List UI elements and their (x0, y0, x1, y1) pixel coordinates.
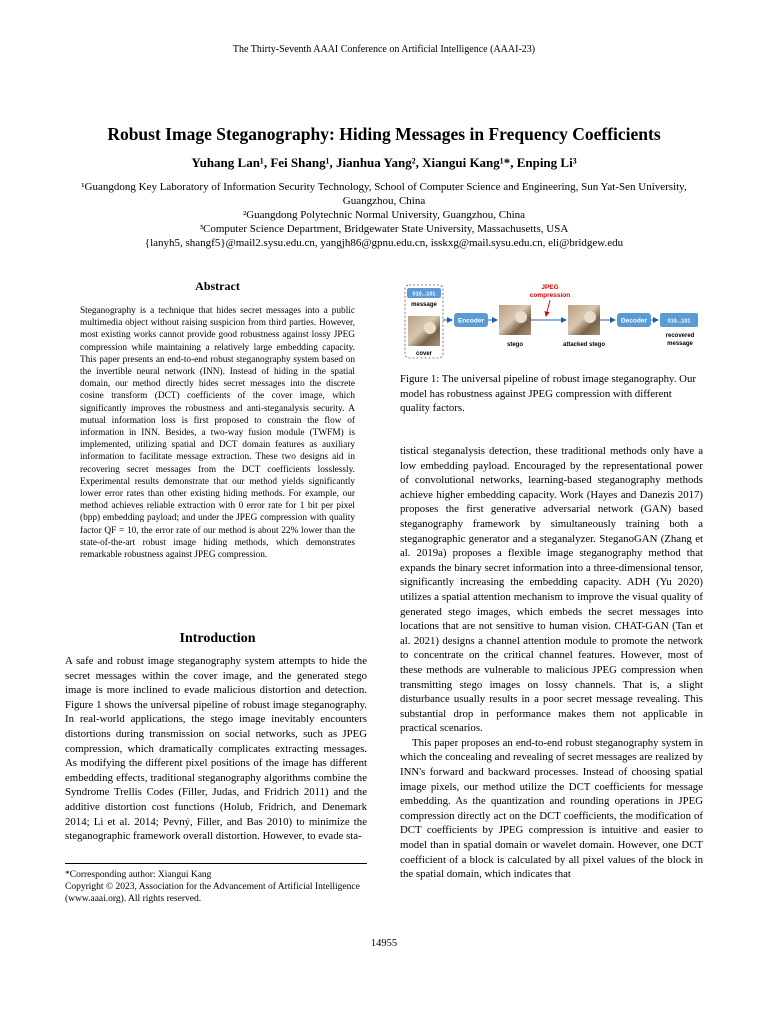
figure-1-caption: Figure 1: The universal pipeline of robust image steganography. Our model has robustness against JPEG compression with different quality factors. (400, 373, 696, 414)
svg-text:010...101: 010...101 (412, 291, 436, 298)
input-message-bits (407, 288, 441, 298)
abstract-heading: Abstract (195, 279, 240, 293)
affiliation-1: ¹Guangdong Key Laboratory of Information Security Technology, School of Computer Science and Engineering, Sun Yat-Sen University, Guangzhou, China (81, 181, 687, 207)
author-emails: {lanyh5, shangf5}@mail2.sysu.edu.cn, yangjh86@gpnu.edu.cn, isskxg@mail.sysu.edu.cn, eli@bridgew.edu (144, 237, 624, 249)
label-attacked-stego: attacked stego (562, 342, 606, 348)
attacked-stego-image (568, 305, 600, 335)
label-message: message (411, 302, 437, 308)
label-jpeg: JPEG (541, 284, 559, 291)
svg-text:Decoder: Decoder (620, 317, 648, 325)
svg-text:Encoder: Encoder (457, 317, 485, 325)
copyright-note: Copyright © 2023, Association for the Advancement of Artificial Intelligence (www.aaai.org). All rights reserved. (65, 882, 360, 904)
paper-title: Robust Image Steganography: Hiding Messages in Frequency Coefficients (107, 124, 661, 144)
label-recovered: recovered (665, 333, 695, 339)
footnote (65, 863, 367, 905)
label-compression: compression (529, 292, 571, 299)
introduction-right-column (400, 444, 703, 882)
introduction-heading: Introduction (179, 631, 256, 646)
label-stego: stego (506, 342, 524, 348)
affiliation-3: ³Computer Science Department, Bridgewater State University, Massachusetts, USA (199, 223, 569, 235)
corresponding-author-note: *Corresponding author: Xiangui Kang (65, 870, 212, 880)
intro-paragraph-1: A safe and robust image steganography system attempts to hide the secret messages within the cover image, and the generated stego image is more inclined to evade malicious distortion and detection. Figure 1 shows the universal pipeline of robust image steganography. In real-world applications, the stego image inevitably encounters distortions during transmission on social networks, such as JPEG compression, which dramatically complicates extracting messages. As modifying the different pixel positions of the image has different embedding effects, traditional steganography algorithms combine the Syndrome Trellis Codes (Filler, Judas, and Fridrich 2011) and the additive distortion cost functions (Holub, Fridrich, and Denemark 2014; Li et al. 2014; Pevný, Filler, and Bas 2010) to minimize the steganographic framework overall distortion. However, to evade sta- (65, 655, 367, 843)
abstract-text: Steganography is a technique that hides secret messages into a public multimedia object without raising suspicion from third parties. However, most existing works cannot provide good robustness against lossy JPEG compression while maintaining a relatively large embedding capacity. This paper presents an end-to-end robust steganography system based on the invertible neural network (INN). Instead of hiding in the spatial domain, our method directly hides secret messages into the discrete cosine transform (DCT) coefficients of the cover image, which significantly improves the robustness and anti-steganalysis security. A mutual information loss is first proposed to constrain the flow of information in INN. Besides, a two-way fusion module (TWFM) is implemented, utilizing spatial and DCT domain features as auxiliary information to facilitate message extraction. These two designs aid in recovering secret messages from the DCT coefficients losslessly. Experimental results demonstrate that our method yields significantly lower error rates than other existing hiding methods. For example, our method achieves reliable extraction with 0 error rate for 1 bit per pixel (bpp) embedding payload; and under the JPEG compression with quality factor QF = 10, the error rate of our method is about 22% lower than the state-of-the-art robust image hiding methods, which demonstrates remarkable robustness against JPEG compression. (80, 306, 355, 561)
introduction-left-column (65, 654, 367, 844)
stego-image (499, 305, 531, 335)
output-message-bits (660, 313, 698, 327)
affiliations (60, 180, 708, 250)
svg-text:010...101: 010...101 (667, 318, 691, 325)
intro-paragraph-2: tistical steganalysis detection, these traditional methods only have a low embedding payload. Encouraged by the representational power of convolutional networks, learning-based steganography methods achieve higher embedding capacity. Work (Hayes and Danezis 2017) proposes the first generative adversarial network (GAN) based steganography framework by simultaneously training both a steganographic generator and a steganalyzer. SteganoGAN (Zhang et al. 2019a) proposes a flexible image steganography method that expands the binary secret information into a three-dimensional tensor, significantly increasing the embedding capacity. ADH (Yu 2020) utilizes a spatial attention mechanism to improve the visual quality of generated stego images, which embeds the secret messages into locations that are not sensitive to human vision. CHAT-GAN (Tan et al. 2021) designs a channel attention module to promote the network to concentrate on the critical channel features. However, most of these methods are vulnerable to malicious JPEG compression when transmitting stego images on lossy channels. That is, a slight disturbance usually results in a poor secret message revealing. This substantial drop in performance makes them not applicable in practical scenarios. (400, 445, 703, 735)
intro-paragraph-3: This paper proposes an end-to-end robust steganography system in which the concealing and revealing of secret messages are realized by INN's forward and backward processes. Instead of choosing spatial image pixels, our method utilize the DCT coefficients for message embedding. As the quantization and rounding operations in JPEG compression directly act on the DCT coefficients, the modification of DCT coefficients by JPEG compression is intuitive and easier to model than in spatial domain or wavelet domain. However, one DCT coefficient of a block is calculated by all pixel values of the block in the spatial domain, which indicates that (400, 736, 703, 881)
affiliation-2: ²Guangdong Polytechnic Normal University, Guangzhou, China (242, 209, 526, 221)
label-recovered-message: message (667, 341, 693, 347)
figure-1-pipeline (400, 283, 703, 363)
conference-header: The Thirty-Seventh AAAI Conference on Artificial Intelligence (AAAI-23) (232, 44, 536, 55)
label-cover: cover (415, 351, 433, 357)
page-number: 14955 (370, 938, 398, 949)
cover-image (408, 316, 440, 346)
author-list: Yuhang Lan¹, Fei Shang¹, Jianhua Yang², Xiangui Kang¹*, Enping Li³ (191, 155, 577, 170)
